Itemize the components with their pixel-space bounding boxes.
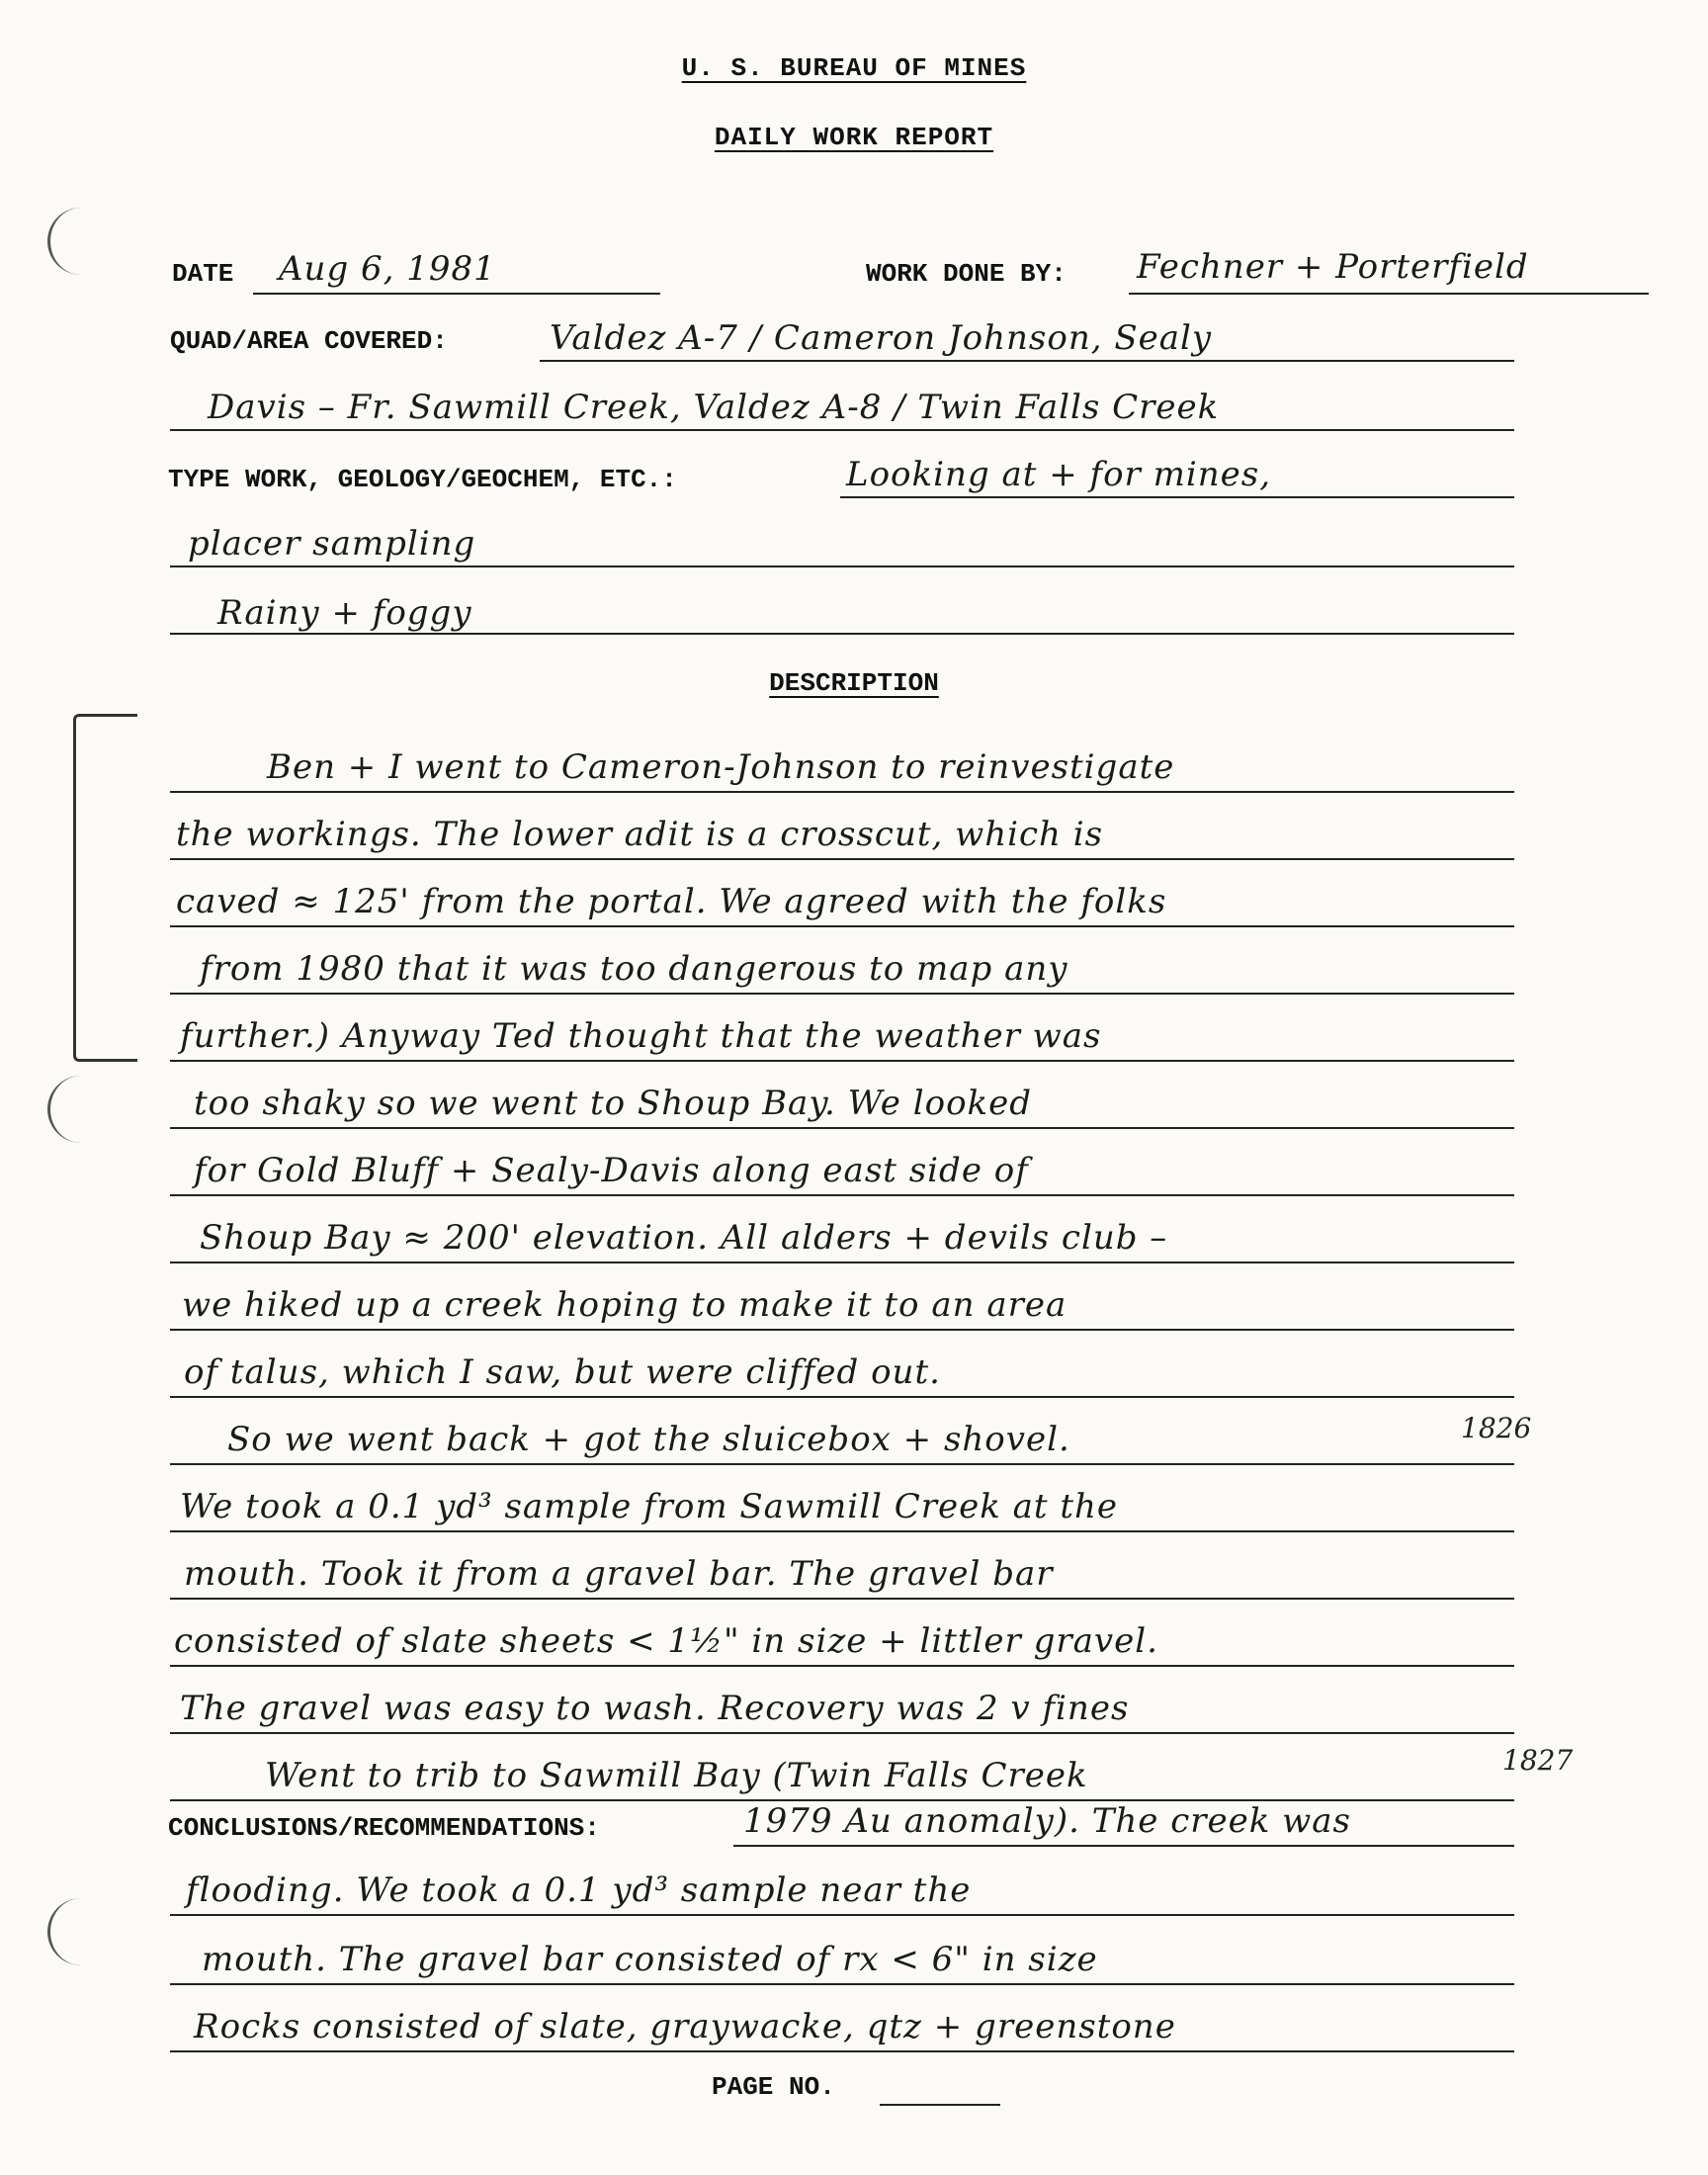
quad-value-line-2: Davis – Fr. Sawmill Creek, Valdez A-8 / Twin Falls Creek — [208, 388, 1220, 427]
description-line: of talus, which I saw, but were cliffed out. — [184, 1352, 941, 1392]
description-rule — [170, 1262, 1514, 1263]
description-rule — [170, 1194, 1514, 1196]
conclusion-rule — [733, 1845, 1514, 1847]
conclusion-line: Rocks consisted of slate, graywacke, qtz + greenstone — [194, 2007, 1176, 2046]
description-line: So we went back + got the sluicebox + shovel. — [227, 1420, 1070, 1459]
quad-line-1 — [540, 360, 1514, 362]
binder-hole-top — [47, 208, 90, 275]
conclusion-rule — [170, 1983, 1514, 1985]
work-done-by-label: WORK DONE BY: — [866, 259, 1067, 289]
description-rule — [170, 1463, 1514, 1465]
description-label: DESCRIPTION — [769, 668, 939, 698]
date-value: Aug 6, 1981 — [279, 249, 496, 289]
sample-number-1827: 1827 — [1502, 1744, 1574, 1777]
conclusion-line: 1979 Au anomaly). The creek was — [743, 1801, 1351, 1841]
description-line: the workings. The lower adit is a crosscut, which is — [176, 815, 1104, 854]
description-line: we hiked up a creek hoping to make it to an area — [182, 1285, 1068, 1325]
conclusions-label: CONCLUSIONS/RECOMMENDATIONS: — [168, 1813, 600, 1843]
description-line: from 1980 that it was too dangerous to map any — [200, 949, 1068, 989]
binder-hole-bottom — [47, 1898, 90, 1965]
page-no-line — [880, 2104, 1000, 2106]
work-done-by-value: Fechner + Porterfield — [1137, 247, 1529, 287]
description-rule — [170, 1732, 1514, 1734]
description-line: caved ≈ 125' from the portal. We agreed with the folks — [176, 882, 1167, 921]
description-line: Ben + I went to Cameron-Johnson to reinvestigate — [267, 747, 1175, 787]
report-subtitle: DAILY WORK REPORT — [714, 123, 994, 152]
date-line — [253, 293, 660, 295]
description-line: We took a 0.1 yd³ sample from Sawmill Creek at the — [180, 1487, 1119, 1526]
report-title: U. S. BUREAU OF MINES — [681, 53, 1027, 83]
type-work-label: TYPE WORK, GEOLOGY/GEOCHEM, ETC.: — [168, 465, 677, 494]
description-rule — [170, 925, 1514, 927]
description-line: mouth. Took it from a gravel bar. The gravel bar — [184, 1554, 1054, 1594]
description-rule — [170, 1127, 1514, 1129]
type-work-value-2: placer sampling — [188, 524, 476, 564]
quad-value-line-1: Valdez A-7 / Cameron Johnson, Sealy — [550, 318, 1213, 358]
type-work-line-2 — [170, 566, 1514, 567]
type-work-value-1: Looking at + for mines, — [846, 455, 1272, 494]
conclusion-line: mouth. The gravel bar consisted of rx < 6" in size — [202, 1940, 1098, 1979]
work-done-by-line — [1129, 293, 1649, 295]
handwritten-bracket — [73, 714, 137, 1062]
description-line: consisted of slate sheets < 1½" in size + littler gravel. — [174, 1621, 1158, 1661]
description-rule — [170, 858, 1514, 860]
description-line: Went to trib to Sawmill Bay (Twin Falls Creek — [265, 1756, 1088, 1795]
description-rule — [170, 1530, 1514, 1532]
description-line: too shaky so we went to Shoup Bay. We looked — [194, 1084, 1033, 1123]
type-work-line-3 — [170, 633, 1514, 635]
description-rule — [170, 1598, 1514, 1600]
description-line: further.) Anyway Ted thought that the weather was — [180, 1016, 1102, 1056]
description-rule — [170, 791, 1514, 793]
description-rule — [170, 993, 1514, 995]
conclusion-rule — [170, 2050, 1514, 2052]
conclusion-line: flooding. We took a 0.1 yd³ sample near the — [186, 1870, 972, 1910]
page-no-label: PAGE NO. — [712, 2072, 835, 2102]
type-work-line-1 — [840, 496, 1514, 498]
description-line: Shoup Bay ≈ 200' elevation. All alders + devils club – — [200, 1218, 1168, 1258]
conclusion-rule — [170, 1914, 1514, 1916]
quad-line-2 — [170, 429, 1514, 431]
description-line: The gravel was easy to wash. Recovery was 2 v fines — [180, 1689, 1130, 1728]
date-label: DATE — [172, 259, 234, 289]
description-line: for Gold Bluff + Sealy-Davis along east side of — [194, 1151, 1029, 1190]
description-rule — [170, 1329, 1514, 1331]
quad-label: QUAD/AREA COVERED: — [170, 326, 448, 356]
binder-hole-middle — [47, 1076, 90, 1143]
description-rule — [170, 1060, 1514, 1062]
description-rule — [170, 1396, 1514, 1398]
sample-number-1826: 1826 — [1461, 1412, 1532, 1444]
type-work-value-3: Rainy + foggy — [217, 593, 472, 633]
description-rule — [170, 1665, 1514, 1667]
